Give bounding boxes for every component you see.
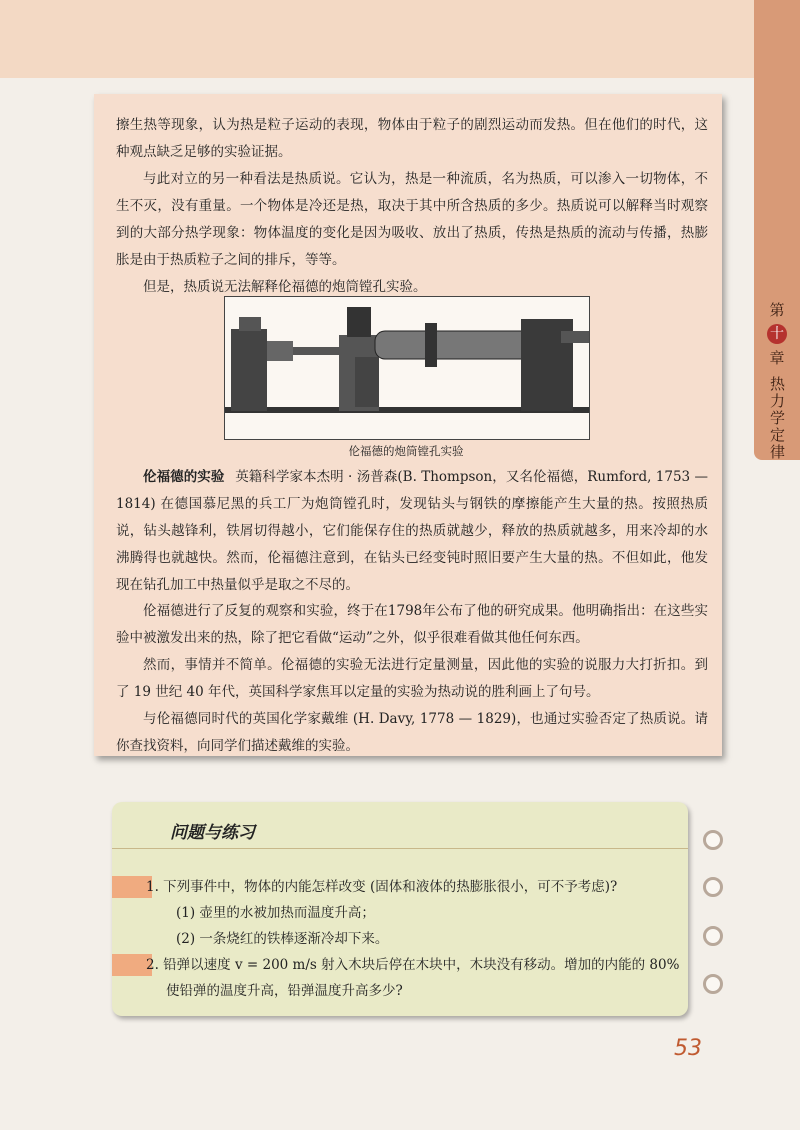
figure-caption: 伦福德的炮筒镗孔实验	[348, 444, 464, 458]
chapter-title: 热力学定律	[768, 376, 786, 461]
paragraph-4-body: 英籍科学家本杰明 · 汤普森(B. Thompson，又名伦福德，Rumford, 1753 — 1814) 在德国慕尼黑的兵工厂为炮筒镗孔时，发现钻头与钢铁的摩擦能产生大量的热。按照热质说，钻头越锋利，铁屑切得越小，它们能保存住的热质就越少，释放的热质就越多，用来冷却的水沸腾得也就越快。然而，伦福德注意到，在钻头已经变钝时照旧要产生大量的热。不但如此，他发现在钻孔加工中热量似乎是取之不尽的。	[116, 469, 708, 593]
paragraph-1: 擦生热等现象，认为热是粒子运动的表现，物体由于粒子的剧烈运动而发热。但在他们的时代，这种观点缺乏足够的实验证据。	[116, 117, 708, 160]
page-number: 53	[674, 1036, 702, 1061]
chapter-label	[762, 300, 792, 466]
paragraph-3: 但是，热质说无法解释伦福德的炮筒镗孔实验。	[143, 279, 427, 295]
page-header-band	[0, 0, 800, 78]
binder-ring-icon	[703, 974, 723, 994]
chapter-prefix: 第	[769, 301, 785, 319]
exercise-title: 问题与练习	[170, 823, 255, 843]
question-1-part-1: (1) 壶里的水被加热而温度升高；	[176, 905, 375, 921]
chapter-suffix: 章	[769, 349, 785, 367]
question-2: 2. 铅弹以速度 v = 200 m/s 射入木块后停在木块中，木块没有移动。增加的内能的 80%	[146, 957, 680, 973]
paragraph-5: 伦福德进行了反复的观察和实验，终于在1798年公布了他的研究成果。他明确指出：在这些实验中被激发出来的热，除了把它看做“运动”之外，似乎很难看做其他任何东西。	[116, 603, 708, 646]
binder-ring-icon	[703, 830, 723, 850]
question-1-part-2: (2) 一条烧红的铁棒逐渐冷却下来。	[176, 931, 389, 947]
question-2-continued: 使铅弹的温度升高，铅弹温度升高多少?	[166, 983, 403, 999]
question-1: 1. 下列事件中，物体的内能怎样改变 (固体和液体的热膨胀很小，可不予考虑)?	[146, 879, 618, 895]
paragraph-7: 与伦福德同时代的英国化学家戴维 (H. Davy, 1778 — 1829)，也通过实验否定了热质说。请你查找资料，向同学们描述戴维的实验。	[116, 711, 708, 754]
binder-ring-icon	[703, 877, 723, 897]
paragraph-2: 与此对立的另一种看法是热质说。它认为，热是一种流质，名为热质，可以渗入一切物体，不生不灭，没有重量。一个物体是冷还是热，取决于其中所含热质的多少。热质说可以解释当时观察到的大部分热学现象：物体温度的变化是因为吸收、放出了热质，传热是热质的流动与传播，热膨胀是由于热质粒子之间的排斥，等等。	[116, 171, 708, 268]
binder-ring-icon	[703, 926, 723, 946]
paragraph-4	[116, 464, 708, 599]
cannon-boring-illustration	[224, 296, 590, 440]
paragraph-6: 然而，事情并不简单。伦福德的实验无法进行定量测量，因此他的实验的说服力大打折扣。到了 19 世纪 40 年代，英国科学家焦耳以定量的实验为热动说的胜利画上了句号。	[116, 657, 708, 700]
cannon-boring-drawing	[225, 297, 589, 439]
exercise-divider	[112, 848, 688, 849]
section-heading: 伦福德的实验	[143, 469, 225, 485]
chapter-number-badge: 十	[767, 324, 787, 344]
